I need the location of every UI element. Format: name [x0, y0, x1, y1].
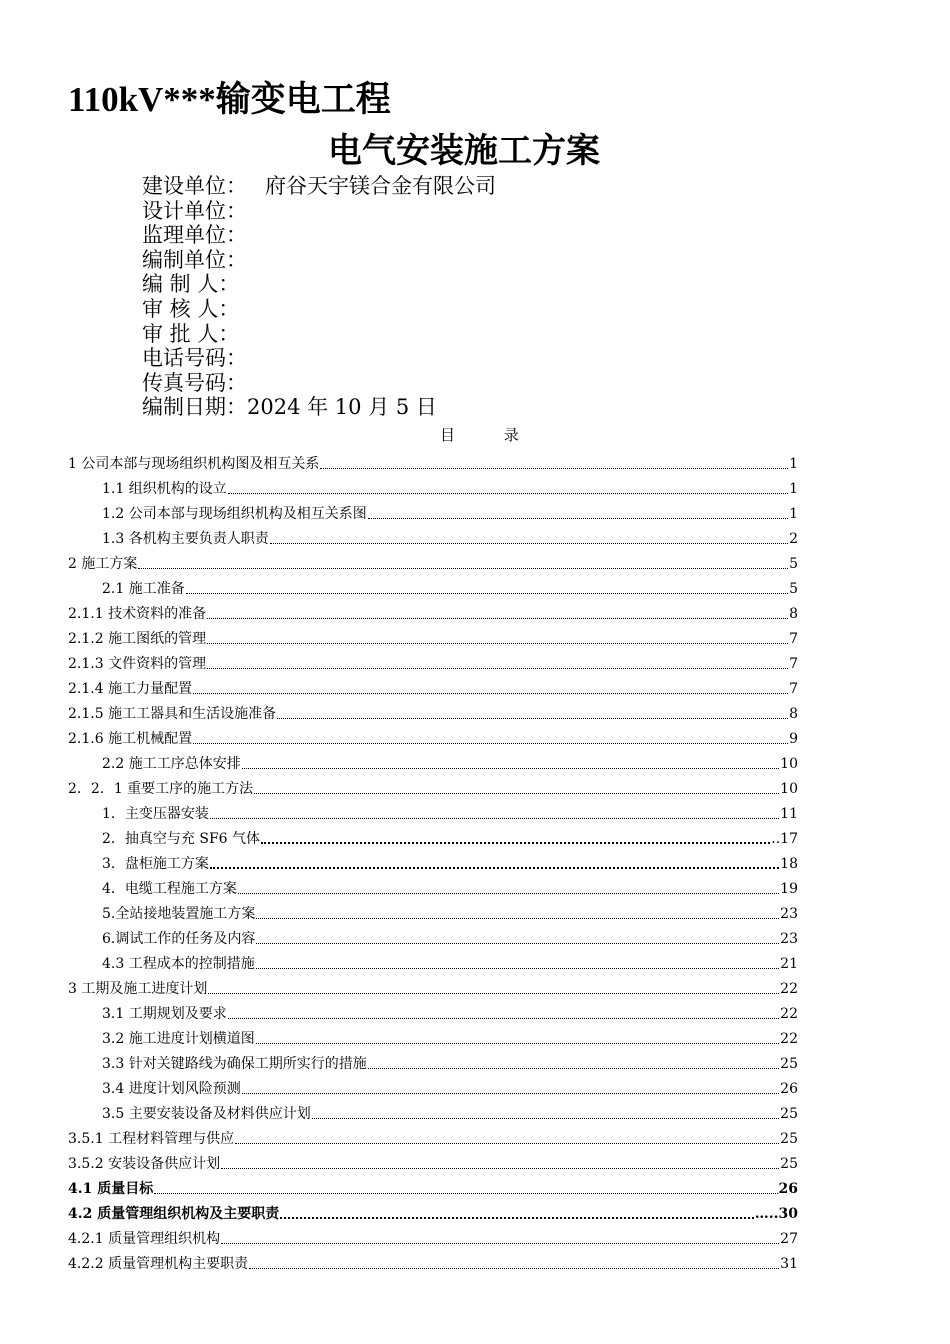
toc-page-number: 18 — [780, 856, 798, 872]
project-info-block — [142, 174, 842, 420]
toc-dot-leader — [368, 1068, 779, 1069]
toc-dot-leader — [242, 768, 779, 769]
info-label: 编制日期：2024 年 10 月 5 日 — [142, 395, 437, 420]
toc-entry-label: 3 工期及施工进度计划 — [68, 981, 208, 997]
toc-dot-leader — [207, 618, 788, 619]
info-row — [142, 322, 842, 347]
info-label: 电话号码： — [142, 346, 247, 371]
toc-entry-label: 4.2.2 质量管理机构主要职责 — [68, 1256, 249, 1272]
document-subtitle: 电气安装施工方案 — [328, 131, 600, 171]
toc-entry[interactable] — [68, 598, 798, 623]
info-label: 审 核 人： — [142, 296, 240, 321]
toc-entry-label: 4．电缆工程施工方案 — [102, 881, 237, 897]
toc-entry[interactable] — [68, 1148, 798, 1173]
toc-dot-leader — [280, 1217, 754, 1219]
toc-dot-leader — [207, 668, 788, 669]
toc-entry-label: 2．抽真空与充 SF6 气体 — [102, 831, 261, 847]
toc-page-number: 31 — [780, 1256, 798, 1272]
toc-page-number: ..17 — [771, 831, 798, 847]
toc-entry[interactable] — [68, 448, 798, 473]
toc-dot-leader — [207, 643, 788, 644]
toc-dot-leader — [221, 1168, 779, 1169]
toc-entry-label: 4.3 工程成本的控制措施 — [102, 956, 255, 972]
info-row — [142, 297, 842, 322]
toc-entry-label: 3.1 工期规划及要求 — [102, 1006, 227, 1022]
toc-entry-label: 2.1.6 施工机械配置 — [68, 731, 193, 747]
toc-entry-label: 3.3 针对关键路线为确保工期所实行的措施 — [102, 1056, 367, 1072]
toc-dot-leader — [186, 593, 788, 594]
toc-dot-leader — [193, 693, 788, 694]
toc-dot-leader — [208, 993, 779, 994]
toc-page-number: 27 — [780, 1231, 798, 1247]
toc-page-number: 7 — [789, 656, 798, 672]
toc-entry-label: 1.2 公司本部与现场组织机构及相互关系图 — [102, 506, 367, 522]
toc-entry[interactable] — [68, 1223, 798, 1248]
info-label: 编制单位： — [142, 247, 247, 272]
toc-page-number: 26 — [778, 1181, 798, 1197]
toc-entry-label: 3.2 施工进度计划横道图 — [102, 1031, 255, 1047]
toc-dot-leader — [277, 718, 788, 719]
toc-page-number: 8 — [789, 606, 798, 622]
toc-page-number: 25 — [780, 1056, 798, 1072]
toc-page-number: 7 — [789, 681, 798, 697]
toc-page-number: 11 — [780, 806, 798, 822]
toc-entry[interactable] — [68, 1173, 798, 1198]
toc-entry[interactable] — [68, 973, 798, 998]
toc-page-number: 19 — [780, 881, 798, 897]
toc-dot-leader — [270, 543, 788, 544]
toc-entry-label: 2.1.5 施工工器具和生活设施准备 — [68, 706, 277, 722]
toc-entry[interactable] — [68, 748, 798, 773]
toc-page-number: 8 — [789, 706, 798, 722]
toc-dot-leader — [138, 568, 788, 569]
toc-entry[interactable] — [68, 1123, 798, 1148]
toc-dot-leader — [320, 468, 788, 469]
toc-entry-label: 2.1.1 技术资料的准备 — [68, 606, 207, 622]
toc-entry-label: 2 施工方案 — [68, 556, 138, 572]
toc-page-number: 22 — [780, 981, 798, 997]
toc-dot-leader — [228, 1018, 779, 1019]
toc-entry-label: 2．2．1 重要工序的施工方法 — [68, 781, 254, 797]
toc-entry-label: 2.1.3 文件资料的管理 — [68, 656, 207, 672]
info-row — [142, 395, 842, 420]
toc-entry-label: 3.5.1 工程材料管理与供应 — [68, 1131, 235, 1147]
toc-entry[interactable] — [68, 573, 798, 598]
toc-entry[interactable] — [68, 523, 798, 548]
toc-entry-label: 1.1 组织机构的设立 — [102, 481, 227, 497]
toc-entry-label: 4.2 质量管理组织机构及主要职责 — [68, 1206, 280, 1222]
toc-page-number: 23 — [780, 906, 798, 922]
toc-entry-label: 2.1 施工准备 — [102, 581, 185, 597]
toc-dot-leader — [235, 1143, 779, 1144]
toc-entry-label: 2.1.2 施工图纸的管理 — [68, 631, 207, 647]
toc-entry[interactable] — [68, 1098, 798, 1123]
toc-page-number: 22 — [780, 1006, 798, 1022]
toc-page-number: …..30 — [754, 1206, 798, 1222]
info-label: 建设单位： — [142, 174, 247, 198]
toc-entry-label: 4.2.1 质量管理组织机构 — [68, 1231, 221, 1247]
toc-entry[interactable] — [68, 1048, 798, 1073]
toc-entry[interactable] — [68, 948, 798, 973]
toc-entry[interactable] — [68, 898, 798, 923]
toc-entry-label: 1.3 各机构主要负责人职责 — [102, 531, 269, 547]
toc-page-number: 21 — [780, 956, 798, 972]
toc-entry[interactable] — [68, 998, 798, 1023]
toc-entry[interactable] — [68, 873, 798, 898]
toc-entry[interactable] — [68, 723, 798, 748]
toc-page-number: 22 — [780, 1031, 798, 1047]
toc-entry[interactable] — [68, 623, 798, 648]
info-row — [142, 346, 842, 371]
toc-dot-leader — [249, 1268, 779, 1269]
toc-entry-label: 3．盘柜施工方案 — [102, 856, 209, 872]
toc-entry[interactable] — [68, 1248, 798, 1273]
toc-dot-leader — [256, 943, 779, 944]
toc-entry[interactable] — [68, 1023, 798, 1048]
toc-entry-label: 2.1.4 施工力量配置 — [68, 681, 193, 697]
info-label: 传真号码： — [142, 370, 247, 395]
toc-dot-leader — [210, 867, 779, 869]
toc-entry-label: 5.全站接地装置施工方案 — [102, 906, 256, 922]
toc-entry[interactable] — [68, 548, 798, 573]
info-row — [142, 371, 842, 396]
toc-entry-label: 2.2 施工工序总体安排 — [102, 756, 241, 772]
toc-page-number: 5 — [789, 556, 798, 572]
info-label: 审 批 人： — [142, 321, 240, 346]
info-row — [142, 223, 842, 248]
toc-dot-leader — [210, 818, 779, 819]
toc-entry[interactable] — [68, 798, 798, 823]
toc-entry-label: 6.调试工作的任务及内容 — [102, 931, 256, 947]
toc-heading: 目 录 — [440, 426, 541, 444]
info-row — [142, 199, 842, 224]
toc-dot-leader — [242, 1093, 779, 1094]
toc-dot-leader — [254, 793, 779, 794]
info-row — [142, 272, 842, 297]
toc-dot-leader — [261, 842, 770, 844]
toc-entry-label: 3.4 进度计划风险预测 — [102, 1081, 241, 1097]
info-value: 府谷天宇镁合金有限公司 — [265, 174, 496, 198]
toc-entry-label: 4.1 质量目标 — [68, 1181, 154, 1197]
toc-entry[interactable] — [68, 773, 798, 798]
toc-dot-leader — [256, 918, 779, 919]
toc-page-number: 10 — [780, 781, 798, 797]
toc-entry[interactable] — [68, 473, 798, 498]
toc-entry[interactable] — [68, 823, 798, 848]
toc-page-number: 25 — [780, 1156, 798, 1172]
toc-dot-leader — [228, 493, 788, 494]
toc-dot-leader — [256, 968, 779, 969]
toc-dot-leader — [221, 1243, 779, 1244]
toc-page-number: 25 — [780, 1106, 798, 1122]
toc-dot-leader — [368, 518, 788, 519]
info-row — [142, 174, 842, 199]
toc-page-number: 7 — [789, 631, 798, 647]
toc-page-number: 2 — [789, 531, 798, 547]
toc-page-number: 1 — [789, 481, 798, 497]
toc-page-number: 26 — [780, 1081, 798, 1097]
table-of-contents — [68, 448, 798, 1273]
toc-dot-leader — [238, 893, 779, 894]
toc-entry[interactable] — [68, 498, 798, 523]
toc-page-number: 10 — [780, 756, 798, 772]
toc-entry[interactable] — [68, 923, 798, 948]
toc-dot-leader — [312, 1118, 779, 1119]
info-label: 监理单位： — [142, 223, 247, 248]
toc-entry[interactable] — [68, 698, 798, 723]
toc-page-number: 1 — [789, 456, 798, 472]
toc-entry[interactable] — [68, 648, 798, 673]
info-label: 设计单位： — [142, 198, 247, 223]
info-row — [142, 248, 842, 273]
toc-entry-label: 1．主变压器安装 — [102, 806, 209, 822]
toc-page-number: 9 — [789, 731, 798, 747]
toc-page-number: 5 — [789, 581, 798, 597]
toc-entry[interactable] — [68, 673, 798, 698]
toc-entry-label: 3.5.2 安装设备供应计划 — [68, 1156, 221, 1172]
toc-page-number: 25 — [780, 1131, 798, 1147]
toc-dot-leader — [256, 1043, 779, 1044]
toc-dot-leader — [193, 743, 788, 744]
toc-entry-label: 1 公司本部与现场组织机构图及相互关系 — [68, 456, 320, 472]
toc-entry[interactable] — [68, 1073, 798, 1098]
info-label: 编 制 人： — [142, 272, 240, 297]
toc-entry[interactable] — [68, 1198, 798, 1223]
toc-dot-leader — [154, 1193, 777, 1194]
toc-page-number: 1 — [789, 506, 798, 522]
toc-entry[interactable] — [68, 848, 798, 873]
toc-page-number: 23 — [780, 931, 798, 947]
toc-entry-label: 3.5 主要安装设备及材料供应计划 — [102, 1106, 311, 1122]
document-title: 110kV***输变电工程 — [68, 80, 391, 119]
